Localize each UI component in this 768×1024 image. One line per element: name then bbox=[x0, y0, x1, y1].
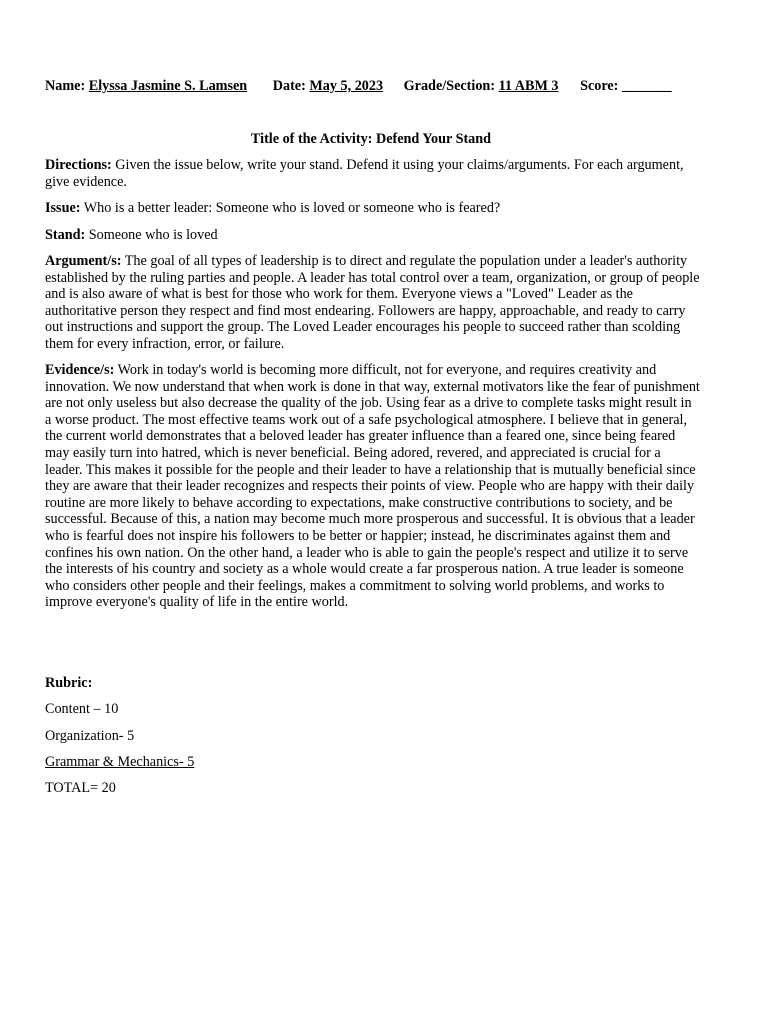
rubric-organization-item: Organization- 5 bbox=[45, 728, 135, 744]
argument-text: The goal of all types of leadership is to direct and regulate the population under a leader's authority established by the ruling parties and people. A leader has total control over a team, organization, or group of people and is also aware of what is best for those who work for them. Everyone views a "Loved" Leader as the authoritative person they respect and find most endearing. Followers are happy, approachable, and ready to carry out instructions and support the group. The Loved Leader encourages his people to succeed rather than scolding them for every infraction, error, or failure. bbox=[45, 253, 700, 352]
date-value: May 5, 2023 bbox=[309, 78, 384, 94]
argument-label: Argument/s: bbox=[45, 253, 122, 269]
stand-paragraph bbox=[45, 227, 701, 244]
directions-label: Directions: bbox=[45, 157, 112, 173]
rubric-total: TOTAL= 20 bbox=[45, 780, 116, 796]
date-label: Date: bbox=[272, 78, 306, 94]
directions-text: Given the issue below, write your stand. Defend it using your claims/arguments. For each argument, give evidence. bbox=[45, 157, 684, 190]
stand-label: Stand: bbox=[45, 227, 86, 243]
evidence-text: Work in today's world is becoming more difficult, not for everyone, and requires creativity and innovation. We now understand that when work is done in that way, external motivators like the fear of punishment are not only useless but also decrease the quality of the job. Using fear as a drive to complete tasks might result in a worse product. The most effective teams work out of a safe psychological atmosphere. I believe that in general, the current world demonstrates that a beloved leader has greater influence than a feared one, since being feared may easily turn into hatred, which is never beneficial. Being adored, revered, and appreciated is crucial for a leader. This makes it possible for the people and their leader to have a relationship that is mutually beneficial since they are aware that their leader recognizes and respects their points of view. People who are happy with their daily routine are more likely to behave according to expectations, make constructive contributions to society, and be successful. Because of this, a nation may become much more prosperous and successful. It is obvious that a leader who is fearful does not inspire his followers to be better or happier; instead, he discriminates against them and confines his own nation. On the other hand, a leader who is able to gain the people's respect and utilize it to serve the interests of his country and society as a whole would create a far prosperous nation. A true leader is someone who considers other people and their feelings, makes a commitment to solving world problems, and works to improve everyone's quality of life in the entire world. bbox=[45, 362, 700, 611]
grade-label: Grade/Section: bbox=[403, 78, 496, 94]
evidence-label: Evidence/s: bbox=[45, 362, 115, 378]
issue-label: Issue: bbox=[45, 200, 81, 216]
activity-title: Title of the Activity: Defend Your Stand bbox=[250, 131, 492, 147]
rubric-grammar-text: Grammar & Mechanics- 5 bbox=[45, 754, 195, 770]
name-value: Elyssa Jasmine S. Lamsen bbox=[88, 78, 248, 94]
argument-paragraph bbox=[45, 253, 701, 353]
evidence-paragraph bbox=[45, 362, 701, 611]
issue-text: Who is a better leader: Someone who is loved or someone who is feared? bbox=[83, 200, 501, 216]
rubric-grammar-item bbox=[45, 754, 701, 771]
directions-paragraph bbox=[45, 157, 701, 190]
name-label: Name: bbox=[45, 78, 86, 94]
rubric-content-item: Content – 10 bbox=[45, 701, 119, 717]
rubric-heading: Rubric: bbox=[45, 675, 93, 691]
score-label: Score: bbox=[580, 78, 619, 94]
header-line bbox=[45, 78, 672, 95]
issue-paragraph bbox=[45, 200, 701, 217]
score-blank: _______ bbox=[621, 78, 672, 94]
stand-text: Someone who is loved bbox=[88, 227, 218, 243]
grade-value: 11 ABM 3 bbox=[498, 78, 559, 94]
